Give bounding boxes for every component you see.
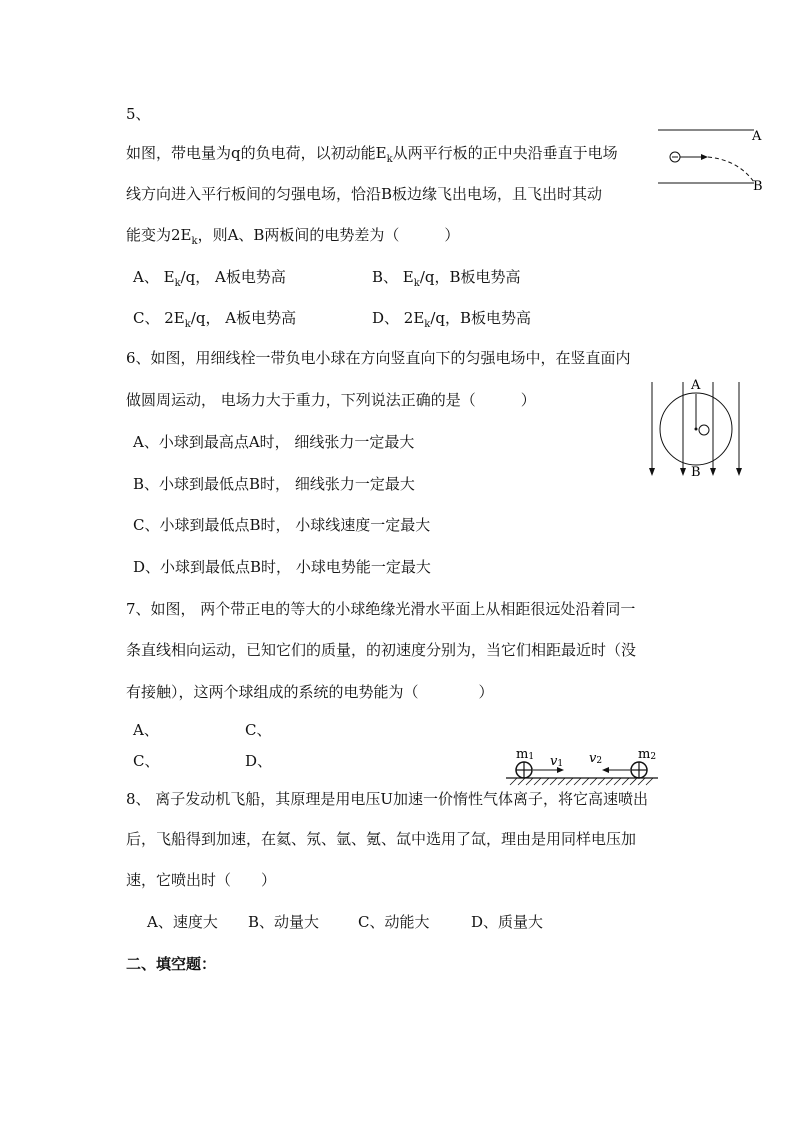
q5-option-a-sub: k xyxy=(174,278,181,289)
q6-line-1: 6、如图，用细线栓一带负电小球在方向竖直向下的匀强电场中，在竖直面内 xyxy=(126,349,631,367)
q7-label-m2-sub: 2 xyxy=(650,752,657,762)
q6-field-arrow-3 xyxy=(710,468,716,476)
q7-label-v1-sub: 1 xyxy=(557,759,564,769)
q5-option-c xyxy=(133,308,296,335)
q7-surface-hatching xyxy=(510,778,653,785)
q5-option-d-rest: /q，B板电势高 xyxy=(430,309,532,327)
q6-label-a: A xyxy=(691,378,701,393)
q7-label-m1-sub: 1 xyxy=(528,752,535,762)
q6-option-c: C、小球到最低点B时， 小球线速度一定最大 xyxy=(133,516,431,534)
q7-option-a: A、 xyxy=(133,721,159,739)
q7-label-v2: v2 xyxy=(589,751,603,766)
q5-number: 5、 xyxy=(126,105,151,123)
q5-option-d xyxy=(372,308,531,335)
section-fill-in-heading: 二、填空题： xyxy=(126,955,217,973)
q7-line-3: 有接触），这两个球组成的系统的电势能为（ ） xyxy=(126,683,494,701)
q5-line-2: 线方向进入平行板间的匀强电场，恰沿B板边缘飞出电场，且飞出时其动 xyxy=(126,185,603,203)
q5-option-c-rest: /q， A板电势高 xyxy=(190,309,297,327)
q8-line-2: 后，飞船得到加速，在氦、氖、氩、氪、氙中选用了氙，理由是用同样电压加 xyxy=(126,830,637,848)
q6-circle-figure xyxy=(640,372,760,482)
q5-option-d-sub: k xyxy=(424,319,431,330)
q5-plates-figure xyxy=(650,120,775,200)
q6-option-a: A、小球到最高点A时， 细线张力一定最大 xyxy=(133,433,415,451)
q5-option-b-rest: /q，B板电势高 xyxy=(419,268,521,286)
q7-option-d: D、 xyxy=(245,752,273,770)
q8-option-d: D、质量大 xyxy=(471,913,544,931)
q7-option-c: C、 xyxy=(133,752,160,770)
q8-option-b: B、动量大 xyxy=(248,913,320,931)
q5-label-b: B xyxy=(753,179,763,194)
q5-option-a-rest: /q， A板电势高 xyxy=(180,268,286,286)
q6-option-d: D、小球到最低点B时， 小球电势能一定最大 xyxy=(133,558,431,576)
q5-label-a: A xyxy=(752,129,762,144)
q7-label-v2-sub: 2 xyxy=(596,756,603,766)
q5-line-3-sub: k xyxy=(191,236,198,247)
q6-field-arrow-2 xyxy=(680,468,686,476)
q8-option-a: A、速度大 xyxy=(147,913,218,931)
q7-arrow-2-head xyxy=(602,767,609,773)
q5-line-1-b: 从两平行板的正中央沿垂直于电场 xyxy=(392,144,618,162)
q5-option-c-sub: k xyxy=(184,319,191,330)
q7-balls-figure xyxy=(502,742,664,788)
q5-option-d-text: D、 2E xyxy=(372,309,425,327)
q5-velocity-arrowhead xyxy=(701,154,708,160)
q7-line-2: 条直线相向运动，已知它们的质量，的初速度分别为，当它们相距最近时（没 xyxy=(126,641,637,659)
q5-line-1-a: 如图，带电量为q的负电荷，以初动能E xyxy=(126,144,387,162)
q6-field-arrow-1 xyxy=(649,468,655,476)
q8-line-1: 8、 离子发动机飞船，其原理是用电压U加速一价惰性气体离子，将它高速喷出 xyxy=(126,790,648,808)
q5-option-b-sub: k xyxy=(413,278,420,289)
q5-line-1-sub: k xyxy=(386,154,393,165)
q5-line-3-a: 能变为2E xyxy=(126,226,192,244)
q5-line-3 xyxy=(126,225,459,252)
q5-line-1 xyxy=(126,143,618,170)
q5-option-b-text: B、 E xyxy=(372,268,414,286)
q6-field-arrow-4 xyxy=(736,468,742,476)
q6-option-b: B、小球到最低点B时， 细线张力一定最大 xyxy=(133,475,415,493)
q7-label-m2: m2 xyxy=(638,747,657,762)
q8-option-c: C、动能大 xyxy=(358,913,430,931)
q7-option-b: C、 xyxy=(245,721,272,739)
q5-option-a xyxy=(133,267,286,294)
q7-label-m1: m1 xyxy=(516,747,535,762)
q6-center-point xyxy=(695,428,698,431)
q5-option-c-text: C、 2E xyxy=(133,309,185,327)
q5-option-a-text: A、 E xyxy=(133,268,175,286)
q6-line-2: 做圆周运动， 电场力大于重力，下列说法正确的是（ ） xyxy=(126,391,536,409)
q7-label-v1: v1 xyxy=(550,754,564,769)
q5-option-b xyxy=(372,267,521,294)
q6-label-b: B xyxy=(691,465,701,480)
q5-line-3-b: ，则A、B两板间的电势差为（ ） xyxy=(197,226,460,244)
q8-line-3: 速，它喷出时（ ） xyxy=(126,871,277,889)
q5-trajectory xyxy=(708,157,754,182)
q6-ball xyxy=(699,425,709,435)
q7-line-1: 7、如图， 两个带正电的等大的小球绝缘光滑水平面上从相距很远处沿着同一 xyxy=(126,600,636,618)
